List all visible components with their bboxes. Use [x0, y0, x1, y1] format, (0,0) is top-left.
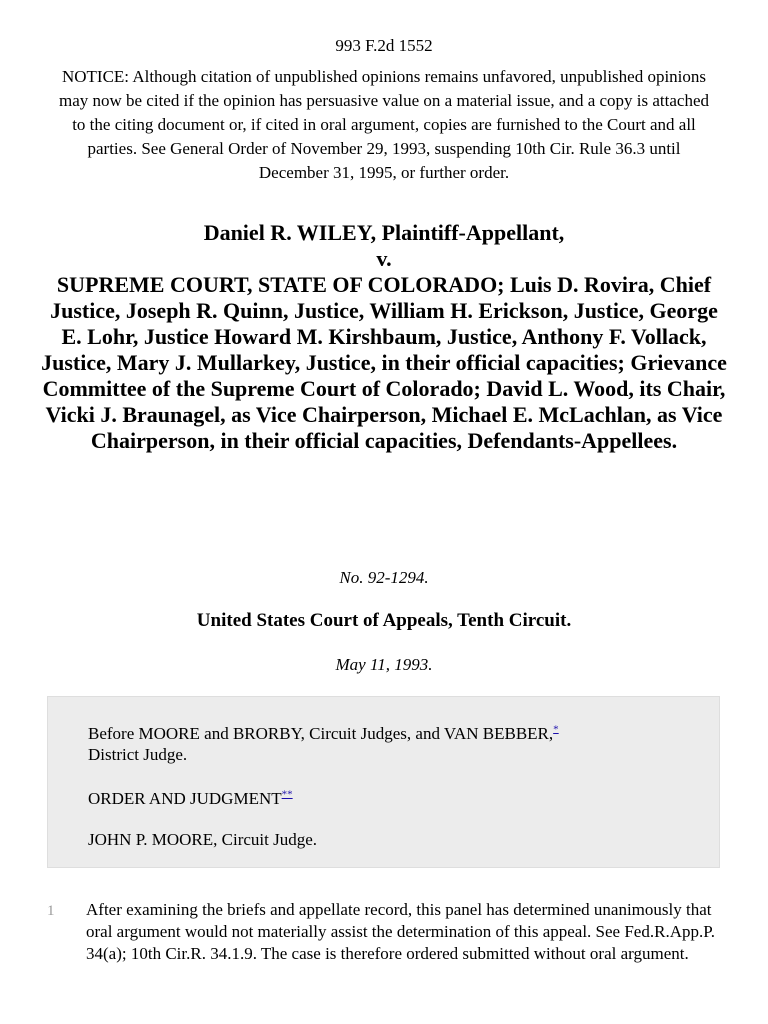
order-heading-text: ORDER AND JUDGMENT: [88, 789, 282, 808]
case-caption: [40, 220, 728, 454]
caption-versus: v.: [376, 246, 392, 271]
caption-defendant-lead: SUPREME COURT, STATE OF COLORADO; Luis D. Rovira, Chief: [56, 272, 712, 297]
paragraph-number: 1: [47, 903, 55, 919]
panel-box: [47, 696, 720, 868]
footnote-link-star[interactable]: *: [553, 723, 559, 736]
paragraph-text: After examining the briefs and appellate record, this panel has determined unanimously that oral argument would not materially assist the determination of this appeal. See Fed.R.App.P. 34(a); 10th Cir.R. 34.1.9. The case is therefore ordered submitted without oral argument.: [86, 900, 716, 963]
panel-district-judge: District Judge.: [88, 745, 188, 764]
court-name: United States Court of Appeals, Tenth Circuit.: [196, 610, 572, 631]
order-heading: [88, 788, 668, 809]
caption-plaintiff: Daniel R. WILEY, Plaintiff-Appellant,: [203, 220, 565, 245]
unpublished-notice: NOTICE: Although citation of unpublished opinions remains unfavored, unpublished opinions may now be cited if the opinion has persuasive value on a material issue, and a copy is attached to the citing document or, if cited in oral argument, copies are furnished to the Court and all parties. See General Order of November 29, 1993, suspending 10th Cir. Rule 36.3 until December 31, 1995, or further order.: [58, 67, 710, 182]
opinion-author: JOHN P. MOORE, Circuit Judge.: [88, 830, 318, 849]
panel-before-line: [88, 723, 668, 765]
caption-defendants: Justice, Joseph R. Quinn, Justice, William H. Erickson, Justice, George E. Lohr, Justice Howard M. Kirshbaum, Justice, Anthony F. Vollack, Justice, Mary J. Mullarkey, Justice, in their official capacities; Grievance Committee of the Supreme Court of Colorado; David L. Wood, its Chair, Vicki J. Braunagel, as Vice Chairperson, Michael E. McLachlan, as Vice Chairperson, in their official capacities, Defendants-Appellees.: [41, 298, 727, 453]
decision-date: May 11, 1993.: [335, 655, 433, 674]
footnote-link-double-star[interactable]: **: [281, 788, 293, 801]
panel-judges: Before MOORE and BRORBY, Circuit Judges, and VAN BEBBER,: [88, 724, 554, 743]
docket-number: No. 92-1294.: [339, 568, 429, 587]
reporter-citation: 993 F.2d 1552: [335, 36, 433, 55]
